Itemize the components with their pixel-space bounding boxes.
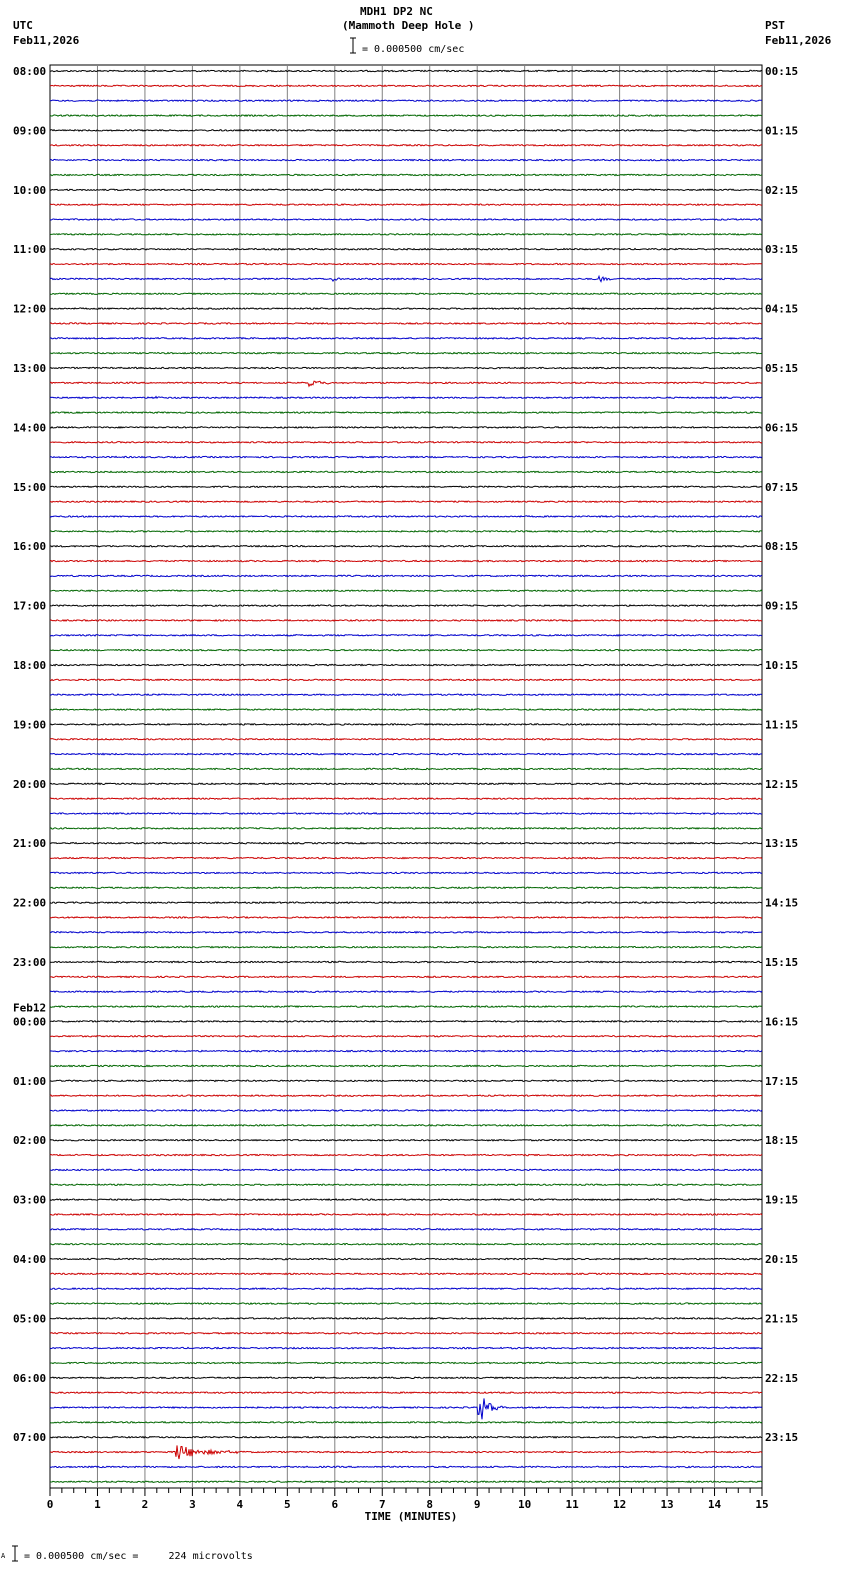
seismic-trace [50, 887, 762, 888]
seismic-trace [50, 947, 762, 948]
seismic-trace [50, 263, 762, 264]
seismic-trace [50, 1080, 762, 1081]
seismic-trace [50, 1377, 762, 1378]
seismic-trace [50, 902, 762, 903]
x-tick-label: 14 [707, 1498, 722, 1511]
x-tick-label: 5 [284, 1498, 291, 1511]
seismic-trace [50, 575, 762, 576]
utc-hour-label: 22:00 [13, 896, 47, 910]
x-tick-label: 2 [141, 1498, 149, 1511]
seismic-trace [50, 1481, 762, 1482]
seismic-trace [50, 427, 762, 428]
seismic-trace [50, 159, 762, 160]
seismic-trace [50, 1318, 762, 1319]
seismic-trace [50, 635, 762, 636]
pst-hour-label: 06:15 [765, 421, 799, 435]
seismic-trace [50, 872, 762, 873]
utc-hour-label: 14:00 [13, 421, 47, 435]
footer-scale-label: = 0.000500 cm/sec = 224 microvolts [24, 1551, 253, 1562]
seismic-trace [50, 1095, 762, 1096]
pst-hour-label: 21:15 [765, 1312, 799, 1326]
pst-hour-label: 15:15 [765, 956, 799, 969]
station-title: MDH1 DP2 NC [360, 5, 433, 18]
seismic-trace [50, 1214, 762, 1215]
pst-hour-label: 00:15 [765, 65, 799, 78]
x-tick-label: 13 [660, 1498, 674, 1511]
seismic-trace [50, 338, 762, 339]
pst-hour-label: 07:15 [765, 480, 799, 494]
seismic-trace [50, 1140, 762, 1141]
pst-hour-label: 20:15 [765, 1253, 799, 1266]
seismic-trace [50, 1466, 762, 1467]
seismic-trace [50, 694, 762, 695]
seismic-trace [50, 1169, 762, 1170]
pst-hour-label: 11:15 [765, 718, 799, 732]
date-change-label: Feb12 [13, 1001, 47, 1015]
scale-label: = 0.000500 cm/sec [362, 44, 465, 55]
x-tick-label: 11 [565, 1498, 579, 1511]
seismic-trace [50, 353, 762, 354]
seismic-trace [50, 605, 762, 606]
pst-hour-label: 23:15 [765, 1431, 799, 1445]
seismic-trace [50, 1422, 762, 1423]
seismic-trace [50, 664, 762, 665]
seismic-trace [50, 1110, 762, 1111]
seismic-trace [50, 531, 762, 532]
utc-hour-label: 05:00 [13, 1312, 47, 1326]
seismic-trace [50, 189, 762, 190]
seismic-trace [50, 1288, 762, 1289]
seismic-trace [50, 471, 762, 472]
pst-hour-label: 12:15 [765, 777, 799, 791]
seismic-trace [50, 1445, 762, 1459]
seismic-trace [50, 276, 762, 281]
seismic-trace [50, 293, 762, 294]
pst-hour-label: 16:15 [765, 1015, 799, 1029]
seismic-trace [50, 709, 762, 710]
utc-hour-label: 10:00 [13, 183, 47, 197]
utc-hour-label: 23:00 [13, 956, 47, 969]
x-tick-label: 9 [473, 1498, 481, 1511]
utc-hour-label: 20:00 [13, 777, 47, 791]
seismic-trace [50, 412, 762, 413]
seismic-trace [50, 650, 762, 651]
left-timezone: UTC [13, 19, 33, 32]
seismic-trace [50, 753, 762, 754]
footer-corner-mark: A [1, 1552, 6, 1560]
pst-hour-label: 09:15 [765, 599, 799, 613]
x-tick-label: 3 [189, 1498, 196, 1511]
x-tick-label: 8 [426, 1498, 434, 1511]
pst-hour-label: 22:15 [765, 1371, 799, 1385]
utc-hour-label: 17:00 [13, 599, 47, 613]
seismic-trace [50, 442, 762, 443]
left-date: Feb11,2026 [13, 34, 80, 47]
pst-hour-label: 17:15 [765, 1074, 799, 1088]
pst-hour-label: 03:15 [765, 243, 799, 257]
seismic-trace [50, 1333, 762, 1334]
seismic-trace [50, 1362, 762, 1363]
seismic-trace [50, 85, 762, 86]
right-date: Feb11,2026 [765, 34, 832, 47]
x-tick-label: 1 [94, 1498, 101, 1511]
seismic-trace [50, 323, 762, 324]
seismic-trace [50, 1050, 762, 1051]
seismic-trace [50, 145, 762, 146]
utc-hour-label: 04:00 [13, 1253, 47, 1266]
pst-hour-label: 19:15 [765, 1193, 799, 1207]
seismic-trace [50, 115, 762, 116]
seismic-trace [50, 1006, 762, 1007]
seismic-trace [50, 917, 762, 918]
utc-hour-label: 21:00 [13, 837, 47, 851]
utc-hour-label: 13:00 [13, 362, 47, 375]
utc-hour-label: 15:00 [13, 480, 47, 494]
utc-hour-label: 07:00 [13, 1431, 47, 1445]
x-tick-label: 7 [378, 1498, 386, 1511]
seismic-trace [50, 397, 762, 399]
seismic-trace [50, 1398, 762, 1419]
seismic-trace [50, 70, 762, 71]
x-tick-label: 15 [755, 1498, 769, 1511]
x-tick-label: 12 [612, 1498, 627, 1511]
seismic-trace [50, 381, 762, 386]
x-tick-label: 4 [236, 1498, 244, 1511]
seismic-trace [50, 961, 762, 962]
seismic-trace [50, 1199, 762, 1200]
x-tick-label: 10 [518, 1498, 532, 1511]
seismic-trace [50, 1347, 762, 1348]
seismic-trace [50, 501, 762, 502]
pst-hour-label: 08:15 [765, 540, 799, 554]
pst-hour-label: 04:15 [765, 302, 799, 316]
pst-hour-label: 02:15 [765, 183, 799, 197]
seismic-trace [50, 1021, 762, 1022]
seismic-trace [50, 249, 762, 250]
utc-hour-label: 16:00 [13, 540, 47, 554]
seismic-trace [50, 932, 762, 933]
seismic-trace [50, 813, 762, 814]
site-subtitle: (Mammoth Deep Hole ) [342, 19, 475, 32]
right-timezone: PST [765, 19, 785, 32]
pst-hour-label: 05:15 [765, 362, 799, 375]
utc-hour-label: 11:00 [13, 243, 47, 257]
seismic-trace [50, 1229, 762, 1230]
utc-hour-label: 02:00 [13, 1134, 47, 1148]
utc-hour-label: 00:00 [13, 1015, 47, 1029]
utc-hour-label: 08:00 [13, 65, 47, 78]
seismic-trace [50, 204, 762, 205]
seismic-trace [50, 308, 762, 309]
seismic-trace [50, 828, 762, 829]
seismic-trace [50, 100, 762, 101]
seismic-trace [50, 843, 762, 844]
seismic-trace [50, 1065, 762, 1066]
seismic-trace [50, 590, 762, 591]
seismic-trace [50, 367, 762, 368]
seismic-trace [50, 456, 762, 457]
utc-hour-label: 09:00 [13, 124, 47, 138]
seismic-trace [50, 1258, 762, 1259]
seismic-trace [50, 739, 762, 740]
seismic-trace [50, 1154, 762, 1155]
footer-scale-bar-icon [11, 1545, 19, 1562]
seismic-trace [50, 1244, 762, 1245]
utc-hour-label: 06:00 [13, 1371, 47, 1385]
seismic-trace [50, 174, 762, 175]
seismic-trace [50, 130, 762, 131]
seismic-trace [50, 1036, 762, 1037]
seismic-trace [50, 560, 762, 561]
seismic-trace [50, 798, 762, 799]
seismic-trace [50, 219, 762, 220]
seismic-trace [50, 857, 762, 858]
seismic-trace [50, 1392, 762, 1393]
utc-hour-label: 03:00 [13, 1193, 47, 1207]
pst-hour-label: 01:15 [765, 124, 799, 138]
seismic-trace [50, 546, 762, 547]
seismic-trace [50, 768, 762, 769]
seismic-trace [50, 516, 762, 517]
seismic-trace [50, 1273, 762, 1274]
utc-hour-label: 12:00 [13, 302, 47, 316]
seismic-trace [50, 234, 762, 235]
x-tick-label: 0 [46, 1498, 54, 1511]
seismic-trace [50, 486, 762, 487]
seismic-trace [50, 1184, 762, 1185]
seismic-trace [50, 620, 762, 621]
seismic-trace [50, 1303, 762, 1304]
seismic-trace [50, 1437, 762, 1438]
seismic-trace [50, 783, 762, 784]
seismic-trace [50, 976, 762, 977]
x-tick-label: 6 [331, 1498, 339, 1511]
seismic-trace [50, 1125, 762, 1126]
pst-hour-label: 13:15 [765, 837, 799, 851]
seismic-trace [50, 991, 762, 992]
utc-hour-label: 01:00 [13, 1074, 47, 1088]
utc-hour-label: 18:00 [13, 659, 47, 672]
pst-hour-label: 10:15 [765, 659, 799, 672]
seismic-trace [50, 679, 762, 680]
pst-hour-label: 18:15 [765, 1134, 799, 1148]
x-axis-label: TIME (MINUTES) [364, 1510, 458, 1523]
utc-hour-label: 19:00 [13, 718, 47, 732]
pst-hour-label: 14:15 [765, 896, 799, 910]
seismic-trace [50, 724, 762, 725]
